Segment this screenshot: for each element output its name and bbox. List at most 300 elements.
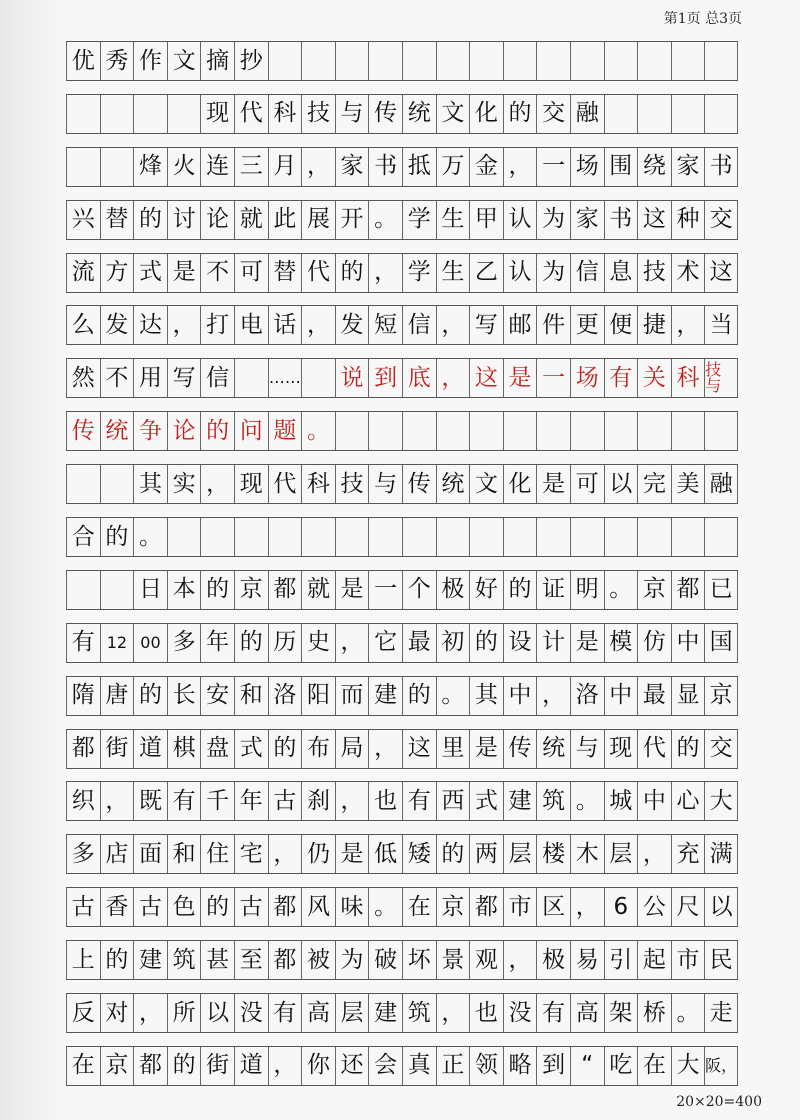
grid-cell: 争 <box>133 412 167 450</box>
grid-cell: 中 <box>503 677 537 715</box>
grid-cell: 都 <box>268 571 302 609</box>
grid-cell: 略 <box>503 1047 537 1085</box>
grid-cell: 的 <box>335 254 369 292</box>
grid-cell: 关 <box>637 359 671 397</box>
grid-cell: 反 <box>66 994 100 1032</box>
grid-cell: 书 <box>604 201 638 239</box>
grid-cell: ， <box>167 306 201 344</box>
grid-cell: 而 <box>335 677 369 715</box>
grid-cell: 场 <box>570 148 604 186</box>
grid-cell: 更 <box>570 306 604 344</box>
grid-cell: 店 <box>100 835 134 873</box>
grid-cell: 的 <box>503 571 537 609</box>
grid-cell: 棋 <box>167 730 201 768</box>
grid-cell: 与 <box>570 730 604 768</box>
grid-cell: 道 <box>234 1047 268 1085</box>
grid-cell: 写 <box>469 306 503 344</box>
grid-cell: 没 <box>234 994 268 1032</box>
grid-cell: 也 <box>469 994 503 1032</box>
grid-cell: 然 <box>66 359 100 397</box>
grid-cell: 古 <box>268 782 302 820</box>
grid-cell: ， <box>301 306 335 344</box>
grid-cell <box>637 518 671 556</box>
grid-cell: 充 <box>671 835 705 873</box>
grid-cell: 至 <box>234 941 268 979</box>
grid-cell: 信 <box>402 306 436 344</box>
grid-cell <box>604 518 638 556</box>
grid-cell: 建 <box>368 994 402 1032</box>
grid-cell: 风 <box>301 888 335 926</box>
grid-cell: 洛 <box>570 677 604 715</box>
grid-cell: 建 <box>503 782 537 820</box>
grid-cell: 可 <box>234 254 268 292</box>
grid-cell: 隋 <box>66 677 100 715</box>
grid-cell: 方 <box>100 254 134 292</box>
grid-cell: 代 <box>268 465 302 503</box>
grid-cell <box>604 412 638 450</box>
grid-cell <box>469 518 503 556</box>
grid-cell: 有 <box>167 782 201 820</box>
grid-row <box>66 570 738 610</box>
grid-row <box>66 729 738 769</box>
grid-cell <box>368 412 402 450</box>
grid-cell: 京 <box>436 888 470 926</box>
grid-cell: 多 <box>66 835 100 873</box>
grid-cell: 为 <box>335 941 369 979</box>
grid-cell: 秀 <box>100 42 134 80</box>
grid-cell: “ <box>570 1047 604 1085</box>
grid-cell: 的 <box>503 95 537 133</box>
grid-cell: 民 <box>704 941 738 979</box>
grid-cell: 技 <box>301 95 335 133</box>
grid-cell: 香 <box>100 888 134 926</box>
grid-cell: 代 <box>637 730 671 768</box>
grid-cell: 既 <box>133 782 167 820</box>
grid-cell: 显 <box>671 677 705 715</box>
grid-cell: 就 <box>234 201 268 239</box>
grid-cell: 明 <box>570 571 604 609</box>
grid-cell: 一 <box>536 148 570 186</box>
grid-cell: 金 <box>469 148 503 186</box>
grid-cell: 甲 <box>469 201 503 239</box>
grid-cell: 抵 <box>402 148 436 186</box>
grid-cell: 本 <box>167 571 201 609</box>
grid-cell: 不 <box>100 359 134 397</box>
grid-cell <box>100 465 134 503</box>
grid-cell: 被 <box>301 941 335 979</box>
grid-row <box>66 887 738 927</box>
grid-cell: 展 <box>301 201 335 239</box>
grid-cell <box>66 148 100 186</box>
grid-cell <box>335 42 369 80</box>
grid-cell: 就 <box>301 571 335 609</box>
grid-cell: 里 <box>436 730 470 768</box>
grid-cell: ， <box>536 677 570 715</box>
grid-cell: 文 <box>167 42 201 80</box>
grid-row <box>66 41 738 81</box>
grid-cell: ， <box>268 835 302 873</box>
grid-cell <box>368 518 402 556</box>
grid-cell: 现 <box>200 95 234 133</box>
grid-cell: 现 <box>234 465 268 503</box>
grid-cell: 文 <box>436 95 470 133</box>
grid-cell: 12 <box>100 624 134 662</box>
grid-cell: 没 <box>503 994 537 1032</box>
grid-cell <box>402 42 436 80</box>
grid-cell: 摘 <box>200 42 234 80</box>
grid-cell: 都 <box>671 571 705 609</box>
grid-cell: 是 <box>536 465 570 503</box>
grid-cell: 化 <box>503 465 537 503</box>
grid-cell: 合 <box>66 518 100 556</box>
grid-cell: 中 <box>637 782 671 820</box>
grid-row <box>66 517 738 557</box>
grid-cell <box>436 518 470 556</box>
grid-cell: 统 <box>536 730 570 768</box>
grid-cell <box>570 518 604 556</box>
grid-cell: 长 <box>167 677 201 715</box>
composition-grid <box>66 41 738 1099</box>
grid-cell: 其 <box>469 677 503 715</box>
grid-cell: 真 <box>402 1047 436 1085</box>
grid-cell <box>637 412 671 450</box>
grid-cell: 火 <box>167 148 201 186</box>
grid-cell: 走 <box>704 994 738 1032</box>
grid-cell: 中 <box>604 677 638 715</box>
grid-cell: 。 <box>368 888 402 926</box>
grid-cell: 仿 <box>637 624 671 662</box>
grid-cell: 融 <box>570 95 604 133</box>
grid-cell: 道 <box>133 730 167 768</box>
grid-row <box>66 411 738 451</box>
grid-cell: 家 <box>570 201 604 239</box>
grid-cell: 所 <box>167 994 201 1032</box>
grid-cell: 的 <box>200 888 234 926</box>
grid-cell: 有 <box>402 782 436 820</box>
grid-cell: ， <box>268 1047 302 1085</box>
grid-cell: 的 <box>200 571 234 609</box>
grid-cell: 尺 <box>671 888 705 926</box>
grid-cell: 证 <box>536 571 570 609</box>
grid-cell: 市 <box>671 941 705 979</box>
grid-cell: 月 <box>268 148 302 186</box>
grid-cell: 件 <box>536 306 570 344</box>
grid-cell: 达 <box>133 306 167 344</box>
grid-cell: 论 <box>167 412 201 450</box>
grid-cell: 融 <box>704 465 738 503</box>
grid-cell: 到 <box>536 1047 570 1085</box>
grid-cell: 住 <box>200 835 234 873</box>
grid-cell: 题 <box>268 412 302 450</box>
grid-cell: 的 <box>100 941 134 979</box>
grid-cell: 盘 <box>200 730 234 768</box>
grid-row <box>66 253 738 293</box>
grid-cell: 完 <box>637 465 671 503</box>
grid-cell: ， <box>100 782 134 820</box>
grid-row <box>66 676 738 716</box>
grid-cell: ， <box>133 994 167 1032</box>
grid-cell: 高 <box>301 994 335 1032</box>
grid-cell: 不 <box>200 254 234 292</box>
grid-cell: 实 <box>167 465 201 503</box>
grid-cell: 都 <box>469 888 503 926</box>
grid-cell <box>604 42 638 80</box>
grid-cell: 场 <box>570 359 604 397</box>
grid-cell <box>469 42 503 80</box>
grid-count-label: 20×20=400 <box>676 1094 762 1110</box>
grid-cell: 交 <box>704 201 738 239</box>
grid-cell: ， <box>368 730 402 768</box>
grid-cell: 层 <box>503 835 537 873</box>
grid-cell <box>671 412 705 450</box>
grid-cell: 的 <box>133 677 167 715</box>
grid-cell <box>637 42 671 80</box>
grid-cell: 。 <box>671 994 705 1032</box>
grid-cell: 千 <box>200 782 234 820</box>
grid-cell: 么 <box>66 306 100 344</box>
grid-cell: 替 <box>100 201 134 239</box>
grid-cell: 代 <box>234 95 268 133</box>
grid-cell: 京 <box>637 571 671 609</box>
grid-cell: 都 <box>66 730 100 768</box>
grid-cell: 式 <box>469 782 503 820</box>
grid-cell: 邮 <box>503 306 537 344</box>
grid-cell: 讨 <box>167 201 201 239</box>
grid-cell: 和 <box>234 677 268 715</box>
grid-cell <box>66 95 100 133</box>
grid-cell <box>301 42 335 80</box>
grid-cell: 也 <box>368 782 402 820</box>
grid-cell <box>268 42 302 80</box>
grid-cell: 发 <box>100 306 134 344</box>
grid-cell: 最 <box>402 624 436 662</box>
grid-cell: 家 <box>335 148 369 186</box>
grid-row <box>66 147 738 187</box>
grid-row <box>66 623 738 663</box>
grid-cell: 绕 <box>637 148 671 186</box>
grid-cell: 有 <box>66 624 100 662</box>
grid-cell: 围 <box>604 148 638 186</box>
grid-cell: 与 <box>368 465 402 503</box>
grid-cell: 式 <box>234 730 268 768</box>
grid-cell: ， <box>335 624 369 662</box>
grid-cell: 一 <box>536 359 570 397</box>
grid-cell: 刹 <box>301 782 335 820</box>
grid-cell: 是 <box>503 359 537 397</box>
grid-row <box>66 834 738 874</box>
grid-cell: 。 <box>133 518 167 556</box>
grid-cell <box>671 518 705 556</box>
grid-cell: 阪， <box>704 1047 738 1085</box>
grid-cell: 此 <box>268 201 302 239</box>
grid-cell: 以 <box>704 888 738 926</box>
grid-cell: 起 <box>637 941 671 979</box>
grid-cell: 心 <box>671 782 705 820</box>
grid-cell: 发 <box>335 306 369 344</box>
grid-cell: 是 <box>335 835 369 873</box>
grid-cell <box>268 518 302 556</box>
grid-cell: 坏 <box>402 941 436 979</box>
grid-cell: 是 <box>469 730 503 768</box>
grid-cell: 科 <box>671 359 705 397</box>
grid-cell <box>335 518 369 556</box>
grid-cell: 短 <box>368 306 402 344</box>
grid-cell: 作 <box>133 42 167 80</box>
grid-cell: 吃 <box>604 1047 638 1085</box>
grid-cell: ， <box>503 148 537 186</box>
grid-cell: 捷 <box>637 306 671 344</box>
grid-cell: 一 <box>368 571 402 609</box>
grid-cell: 可 <box>570 465 604 503</box>
grid-cell: 代 <box>301 254 335 292</box>
grid-cell: 两 <box>469 835 503 873</box>
grid-cell: 的 <box>671 730 705 768</box>
grid-row <box>66 993 738 1033</box>
grid-cell: ， <box>637 835 671 873</box>
grid-cell: 是 <box>570 624 604 662</box>
grid-row <box>66 464 738 504</box>
grid-cell: 破 <box>368 941 402 979</box>
grid-cell: 建 <box>368 677 402 715</box>
grid-cell: 的 <box>167 1047 201 1085</box>
grid-cell: 最 <box>637 677 671 715</box>
grid-cell: 生 <box>436 254 470 292</box>
grid-cell: 的 <box>133 201 167 239</box>
grid-cell: 在 <box>402 888 436 926</box>
grid-cell: 有 <box>604 359 638 397</box>
grid-row <box>66 940 738 980</box>
grid-cell: 有 <box>268 994 302 1032</box>
grid-cell <box>503 42 537 80</box>
grid-cell: ， <box>570 888 604 926</box>
grid-cell: 引 <box>604 941 638 979</box>
grid-cell: 楼 <box>536 835 570 873</box>
grid-cell: 写 <box>167 359 201 397</box>
grid-cell <box>536 518 570 556</box>
grid-cell <box>100 148 134 186</box>
grid-cell: 的 <box>100 518 134 556</box>
grid-cell: 这 <box>637 201 671 239</box>
grid-cell: 城 <box>604 782 638 820</box>
grid-cell <box>671 42 705 80</box>
grid-cell <box>570 42 604 80</box>
grid-row <box>66 305 738 345</box>
grid-cell: 甚 <box>200 941 234 979</box>
grid-cell: 史 <box>301 624 335 662</box>
grid-cell: 科 <box>301 465 335 503</box>
grid-cell: 。 <box>570 782 604 820</box>
grid-cell: 初 <box>436 624 470 662</box>
grid-cell: 统 <box>436 465 470 503</box>
grid-cell <box>503 412 537 450</box>
grid-cell: 街 <box>200 1047 234 1085</box>
grid-cell: 话 <box>268 306 302 344</box>
grid-cell: 市 <box>503 888 537 926</box>
grid-cell: 景 <box>436 941 470 979</box>
grid-cell: 说 <box>335 359 369 397</box>
grid-cell: 种 <box>671 201 705 239</box>
grid-cell: 替 <box>268 254 302 292</box>
grid-cell: 大 <box>704 782 738 820</box>
grid-cell: 都 <box>268 941 302 979</box>
grid-cell <box>66 465 100 503</box>
grid-cell: 面 <box>133 835 167 873</box>
grid-cell: 在 <box>637 1047 671 1085</box>
grid-row <box>66 358 738 398</box>
grid-cell: 洛 <box>268 677 302 715</box>
grid-cell <box>335 412 369 450</box>
grid-cell: 京 <box>704 677 738 715</box>
grid-cell <box>704 412 738 450</box>
grid-cell <box>704 42 738 80</box>
grid-cell: 筑 <box>167 941 201 979</box>
grid-cell <box>368 42 402 80</box>
grid-cell: 会 <box>368 1047 402 1085</box>
grid-row <box>66 781 738 821</box>
grid-cell: 好 <box>469 571 503 609</box>
grid-cell: 烽 <box>133 148 167 186</box>
grid-cell: 乙 <box>469 254 503 292</box>
grid-cell: 优 <box>66 42 100 80</box>
grid-cell: 美 <box>671 465 705 503</box>
grid-cell: 统 <box>402 95 436 133</box>
grid-cell: 便 <box>604 306 638 344</box>
grid-cell <box>536 412 570 450</box>
grid-cell: 唐 <box>100 677 134 715</box>
grid-cell: 。 <box>368 201 402 239</box>
grid-cell <box>100 571 134 609</box>
grid-cell: 问 <box>234 412 268 450</box>
grid-cell: 个 <box>402 571 436 609</box>
grid-cell: 流 <box>66 254 100 292</box>
grid-cell: 京 <box>100 1047 134 1085</box>
grid-cell: 易 <box>570 941 604 979</box>
grid-cell: 色 <box>167 888 201 926</box>
grid-cell: 还 <box>335 1047 369 1085</box>
grid-cell: 在 <box>66 1047 100 1085</box>
grid-cell: 层 <box>335 994 369 1032</box>
grid-cell: 认 <box>503 201 537 239</box>
grid-cell: 底 <box>402 359 436 397</box>
grid-cell: 正 <box>436 1047 470 1085</box>
grid-cell: 交 <box>536 95 570 133</box>
page-number: 第1页 总3页 <box>663 11 742 27</box>
grid-cell: 布 <box>301 730 335 768</box>
grid-cell: ， <box>436 359 470 397</box>
grid-cell: 认 <box>503 254 537 292</box>
grid-cell: 上 <box>66 941 100 979</box>
grid-cell: 信 <box>570 254 604 292</box>
grid-cell: 设 <box>503 624 537 662</box>
grid-cell <box>167 95 201 133</box>
grid-cell: 。 <box>436 677 470 715</box>
grid-cell <box>604 95 638 133</box>
grid-cell: 你 <box>301 1047 335 1085</box>
grid-cell: 领 <box>469 1047 503 1085</box>
grid-row <box>66 200 738 240</box>
grid-cell <box>704 518 738 556</box>
grid-cell: 传 <box>368 95 402 133</box>
grid-cell: 高 <box>570 994 604 1032</box>
grid-cell: 日 <box>133 571 167 609</box>
grid-cell <box>536 42 570 80</box>
grid-cell: 信 <box>200 359 234 397</box>
grid-cell: ， <box>200 465 234 503</box>
grid-cell <box>671 95 705 133</box>
grid-cell: 与 <box>335 95 369 133</box>
grid-cell: 架 <box>604 994 638 1032</box>
grid-cell: ， <box>436 306 470 344</box>
